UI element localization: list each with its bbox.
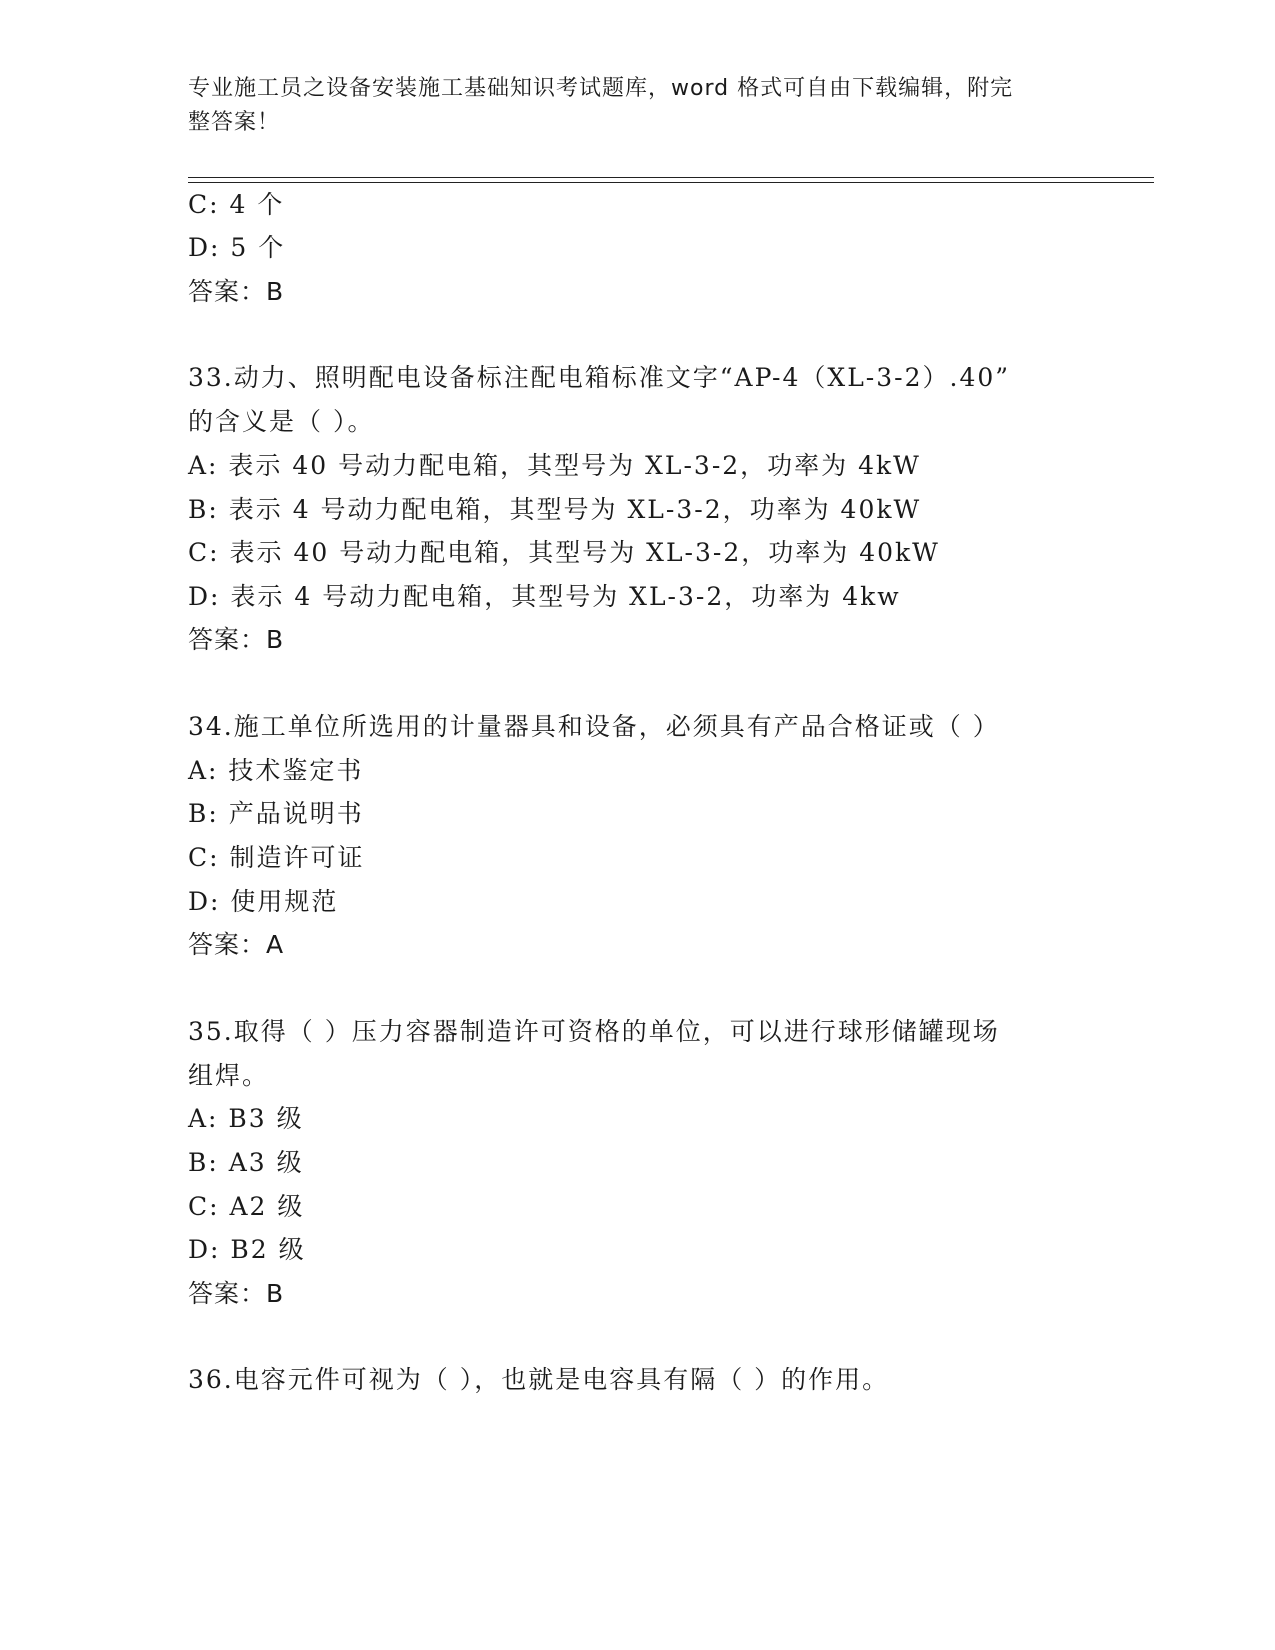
document-header <box>188 72 1078 140</box>
question-35-option-d: D: B2 级 <box>188 1235 306 1264</box>
header-line-1: 专业施工员之设备安装施工基础知识考试题库，word 格式可自由下载编辑，附完 <box>188 76 1014 101</box>
question-33-option-b: B: 表示 4 号动力配电箱，其型号为 XL-3-2，功率为 40kW <box>188 495 922 524</box>
question-35-option-c: C: A2 级 <box>188 1192 305 1221</box>
option-c: C: 4 个 <box>188 190 285 219</box>
question-34-option-d: D: 使用规范 <box>188 887 339 916</box>
question-34-answer: 答案：A <box>188 930 285 959</box>
question-33-option-d: D: 表示 4 号动力配电箱，其型号为 XL-3-2，功率为 4kw <box>188 582 901 611</box>
question-33-answer: 答案：B <box>188 625 285 654</box>
question-33-option-a: A: 表示 40 号动力配电箱，其型号为 XL-3-2，功率为 4kW <box>188 451 921 480</box>
question-34-option-c: C: 制造许可证 <box>188 843 365 872</box>
question-35-text: 35.取得（ ）压力容器制造许可资格的单位，可以进行球形储罐现场 <box>188 1017 1000 1046</box>
question-33-option-c: C: 表示 40 号动力配电箱，其型号为 XL-3-2，功率为 40kW <box>188 538 940 567</box>
question-34-option-a: A: 技术鉴定书 <box>188 756 364 785</box>
question-34-text: 34.施工单位所选用的计量器具和设备，必须具有产品合格证或（ ） <box>188 712 1000 741</box>
header-line-2: 整答案！ <box>188 110 281 135</box>
header-divider-bottom <box>188 182 1154 183</box>
question-33-text-cont: 的含义是（ ）。 <box>188 407 375 436</box>
question-34-option-b: B: 产品说明书 <box>188 799 364 828</box>
question-35-answer: 答案：B <box>188 1279 285 1308</box>
option-d: D: 5 个 <box>188 233 286 262</box>
question-35-text-cont: 组焊。 <box>188 1061 270 1090</box>
header-divider-top <box>188 177 1154 178</box>
question-36-text: 36.电容元件可视为（ ），也就是电容具有隔（ ）的作用。 <box>188 1365 890 1394</box>
question-33-text: 33.动力、照明配电设备标注配电箱标准文字“AP-4（XL-3-2）.40” <box>188 363 1011 392</box>
answer-label: 答案：B <box>188 277 285 306</box>
question-35-option-b: B: A3 级 <box>188 1148 304 1177</box>
question-35-option-a: A: B3 级 <box>188 1104 304 1133</box>
